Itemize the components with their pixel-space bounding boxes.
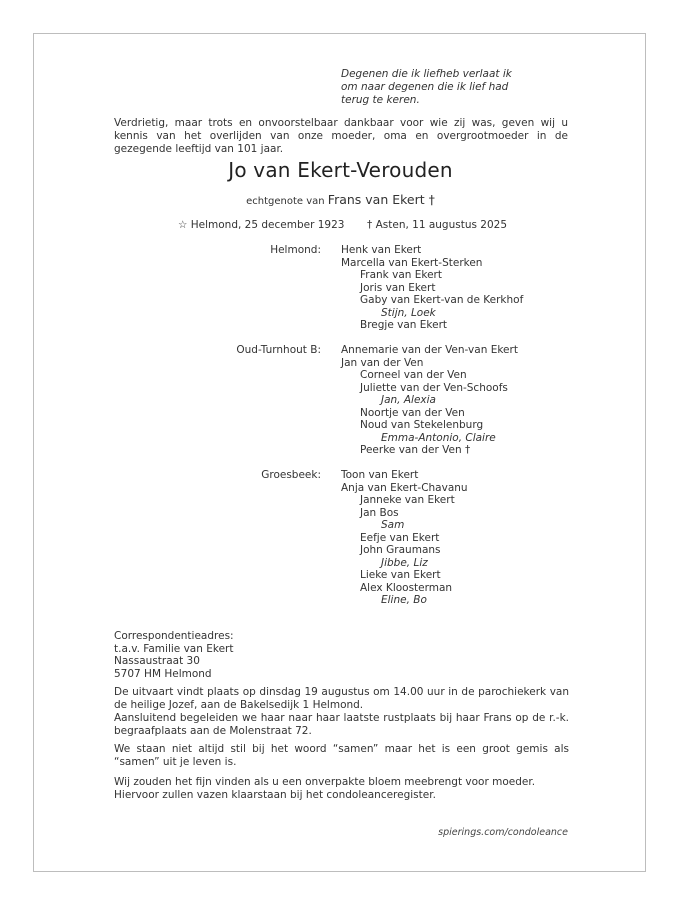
vases-note: Hiervoor zullen vazen klaarstaan bij het condoleanceregister. — [114, 789, 436, 801]
family-member: Anja van Ekert-Chavanu — [341, 481, 468, 494]
samen-text: We staan niet altijd stil bij het woord “samen” maar het is een groot gemis als “samen” uit je leven is. — [114, 743, 569, 768]
family-member: Toon van Ekert — [341, 469, 419, 481]
family-member: Noortje van der Ven — [360, 406, 465, 419]
poem-line: Degenen die ik liefheb verlaat ik — [341, 68, 512, 80]
spouse-name: Frans van Ekert † — [327, 192, 435, 207]
correspondence-line: Nassaustraat 30 — [114, 655, 200, 667]
birth-date: ☆ Helmond, 25 december 1923 — [178, 219, 345, 231]
family-member: Annemarie van der Ven-van Ekert — [341, 344, 518, 356]
family-member: Juliette van der Ven-Schoofs — [360, 381, 508, 394]
family-member: Sam — [381, 519, 405, 531]
family-list-helmond — [341, 244, 523, 332]
family-location-oud-turnhout: Oud-Turnhout B: — [236, 344, 321, 356]
correspondence-line: t.a.v. Familie van Ekert — [114, 642, 234, 655]
family-member: Jan, Alexia — [381, 394, 436, 406]
family-member: Joris van Ekert — [360, 281, 436, 294]
deceased-name: Jo van Ekert-Verouden — [228, 158, 453, 182]
family-member: Jan Bos — [360, 506, 399, 519]
family-member: Stijn, Loek — [381, 306, 436, 319]
family-member: Bregje van Ekert — [360, 319, 448, 331]
poem-line: om naar degenen die ik lief had — [341, 81, 509, 93]
family-member: Jan van der Ven — [341, 356, 424, 369]
family-list-oud-turnhout — [341, 344, 518, 457]
spouse-prefix: echtgenote van — [246, 196, 325, 207]
poem-line: terug te keren. — [341, 94, 420, 106]
flower-request: Wij zouden het fijn vinden als u een onverpakte bloem meebrengt voor moeder. — [114, 776, 536, 788]
family-member: Lieke van Ekert — [360, 569, 441, 581]
correspondence-line: Correspondentieadres: — [114, 630, 234, 642]
family-member: John Graumans — [360, 544, 441, 556]
poem — [341, 68, 512, 107]
death-date: † Asten, 11 augustus 2025 — [367, 219, 508, 231]
funeral-info: De uitvaart vindt plaats op dinsdag 19 augustus om 14.00 uur in de parochiekerk van de heilige Jozef, aan de Bakelsedijk 1 Helmond. — [114, 686, 569, 711]
family-member: Henk van Ekert — [341, 244, 422, 256]
correspondence-line: 5707 HM Helmond — [114, 667, 212, 680]
family-member: Noud van Stekelenburg — [360, 419, 484, 431]
family-member: Marcella van Ekert-Sterken — [341, 256, 483, 269]
family-member: Corneel van der Ven — [360, 369, 467, 381]
burial-info: Aansluitend begeleiden we haar naar haar laatste rustplaats bij haar Frans op de r.-k. begraafplaats aan de Molenstraat 72. — [114, 712, 569, 737]
condolence-website: spierings.com/condoleance — [438, 827, 568, 838]
family-location-helmond: Helmond: — [270, 244, 321, 256]
intro-text: Verdrietig, maar trots en onvoorstelbaar dankbaar voor wie zij was, geven wij u kennis van het overlijden van onze moeder, oma en overgrootmoeder in de gezegende leeftijd van 101 jaar. — [114, 117, 568, 155]
spouse-line — [0, 192, 681, 207]
correspondence-address — [114, 630, 568, 680]
family-member: Alex Kloosterman — [360, 581, 453, 594]
family-member: Gaby van Ekert-van de Kerkhof — [360, 294, 524, 306]
family-member: Emma-Antonio, Claire — [381, 431, 496, 444]
family-location-groesbeek: Groesbeek: — [261, 469, 321, 481]
family-member: Janneke van Ekert — [360, 494, 455, 506]
family-member: Frank van Ekert — [360, 269, 442, 281]
family-list-groesbeek — [341, 469, 468, 607]
family-member: Eline, Bo — [381, 594, 427, 606]
family-member: Peerke van der Ven † — [360, 444, 471, 456]
family-member: Eefje van Ekert — [360, 531, 440, 544]
family-member: Jibbe, Liz — [381, 556, 428, 569]
